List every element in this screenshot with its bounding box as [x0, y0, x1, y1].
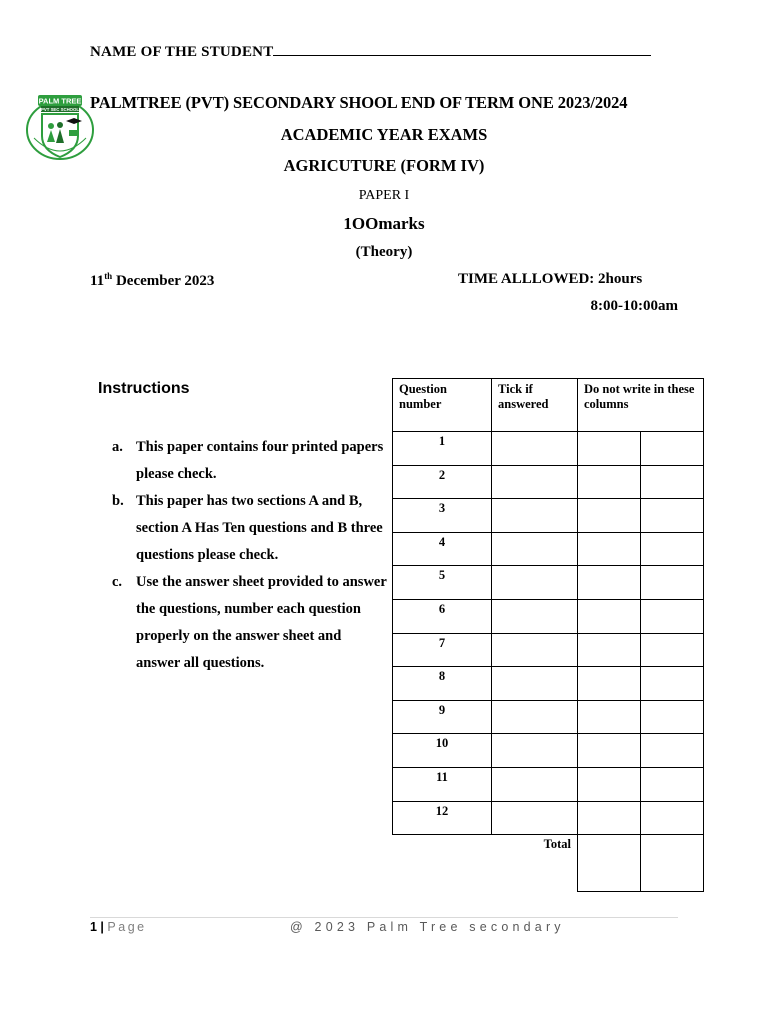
- examiner-cell: [578, 566, 641, 600]
- question-number: 7: [393, 633, 492, 667]
- question-number: 6: [393, 599, 492, 633]
- time-range: 8:00-10:00am: [590, 298, 678, 314]
- tick-cell[interactable]: [492, 667, 578, 701]
- table-row: [393, 499, 704, 533]
- question-number: 8: [393, 667, 492, 701]
- page-word: Page: [107, 920, 147, 934]
- instruction-item: [112, 434, 387, 488]
- question-number: 10: [393, 734, 492, 768]
- question-number: 3: [393, 499, 492, 533]
- question-number: 4: [393, 532, 492, 566]
- table-row: [393, 801, 704, 835]
- student-name-underline[interactable]: [273, 44, 651, 56]
- examiner-cell: [641, 599, 704, 633]
- table-row: [393, 667, 704, 701]
- time-allowed: TIME ALLLOWED: 2hours: [458, 271, 643, 287]
- question-number: 2: [393, 465, 492, 499]
- student-name-label: NAME OF THE STUDENT: [90, 44, 274, 60]
- marks-label: 1OOmarks: [343, 214, 425, 233]
- tick-cell[interactable]: [492, 599, 578, 633]
- examiner-cell: [641, 734, 704, 768]
- subject-title: AGRICUTURE (FORM IV): [283, 156, 485, 175]
- examiner-cell: [578, 667, 641, 701]
- examiner-cell: [578, 465, 641, 499]
- total-row: [393, 835, 704, 892]
- tick-cell[interactable]: [492, 633, 578, 667]
- instruction-item: [112, 569, 387, 677]
- instruction-letter: a.: [112, 439, 123, 455]
- table-row: [393, 566, 704, 600]
- exam-title: PALMTREE (PVT) SECONDARY SHOOL END OF TERM ONE 2023/2024: [90, 93, 628, 112]
- examiner-cell: [578, 532, 641, 566]
- question-number: 11: [393, 767, 492, 801]
- instruction-text: Use the answer sheet provided to answer the questions, number each question properly on the answer sheet and answer all questions.: [136, 574, 387, 671]
- table-row: [393, 734, 704, 768]
- footer-divider: [90, 917, 678, 918]
- instruction-letter: c.: [112, 574, 123, 590]
- marks-table: [392, 378, 704, 892]
- exam-subtitle: ACADEMIC YEAR EXAMS: [280, 125, 488, 144]
- instruction-text: This paper contains four printed papers please check.: [136, 439, 384, 482]
- examiner-cell: [641, 801, 704, 835]
- exam-date: [90, 271, 214, 290]
- examiner-cell: [578, 801, 641, 835]
- tick-cell[interactable]: [492, 499, 578, 533]
- page-number: 1: [90, 920, 97, 934]
- tick-cell[interactable]: [492, 566, 578, 600]
- table-row: [393, 532, 704, 566]
- instructions-list: [112, 434, 387, 677]
- instruction-item: [112, 488, 387, 569]
- question-number: 5: [393, 566, 492, 600]
- table-header-row: [393, 379, 704, 432]
- table-row: [393, 432, 704, 466]
- examiner-cell: [641, 499, 704, 533]
- header-do-not-write: Do not write in these columns: [578, 379, 704, 432]
- instructions-title: Instructions: [98, 380, 190, 397]
- examiner-cell: [578, 700, 641, 734]
- examiner-cell: [578, 734, 641, 768]
- examiner-cell: [641, 667, 704, 701]
- svg-text:PALM TREE: PALM TREE: [38, 96, 82, 106]
- examiner-cell: [578, 499, 641, 533]
- table-row: [393, 633, 704, 667]
- examiner-cell: [578, 633, 641, 667]
- total-cell: [641, 835, 704, 892]
- tick-cell[interactable]: [492, 734, 578, 768]
- footer-page: [90, 920, 147, 934]
- examiner-cell: [641, 633, 704, 667]
- examiner-cell: [641, 767, 704, 801]
- question-number: 9: [393, 700, 492, 734]
- examiner-cell: [641, 566, 704, 600]
- page-separator: |: [96, 920, 108, 934]
- instruction-text: This paper has two sections A and B, section A Has Ten questions and B three questions please check.: [136, 493, 383, 563]
- footer-copyright: @ 2023 Palm Tree secondary: [290, 920, 565, 934]
- examiner-cell: [641, 700, 704, 734]
- examiner-cell: [578, 767, 641, 801]
- total-label: Total: [543, 837, 571, 852]
- question-number: 12: [393, 801, 492, 835]
- examiner-cell: [578, 432, 641, 466]
- question-number: 1: [393, 432, 492, 466]
- examiner-cell: [578, 599, 641, 633]
- total-cell: [578, 835, 641, 892]
- header-question-number: Question number: [393, 379, 492, 432]
- paper-type: (Theory): [355, 244, 413, 260]
- tick-cell[interactable]: [492, 465, 578, 499]
- examiner-cell: [641, 465, 704, 499]
- instruction-letter: b.: [112, 493, 124, 509]
- tick-cell[interactable]: [492, 432, 578, 466]
- student-name-field[interactable]: [90, 44, 670, 61]
- date-day: 11: [90, 273, 105, 289]
- date-rest: December 2023: [112, 273, 215, 289]
- table-row: [393, 465, 704, 499]
- table-row: [393, 599, 704, 633]
- total-spacer: [393, 835, 492, 892]
- tick-cell[interactable]: [492, 700, 578, 734]
- table-row: [393, 767, 704, 801]
- paper-label: PAPER I: [358, 188, 410, 203]
- table-row: [393, 700, 704, 734]
- header-tick-if-answered: Tick if answered: [492, 379, 578, 432]
- tick-cell[interactable]: [492, 532, 578, 566]
- svg-text:PVT SEC SCHOOL: PVT SEC SCHOOL: [41, 106, 79, 112]
- tick-cell[interactable]: [492, 767, 578, 801]
- examiner-cell: [641, 532, 704, 566]
- date-suffix: th: [104, 271, 113, 281]
- examiner-cell: [641, 432, 704, 466]
- tick-cell[interactable]: [492, 801, 578, 835]
